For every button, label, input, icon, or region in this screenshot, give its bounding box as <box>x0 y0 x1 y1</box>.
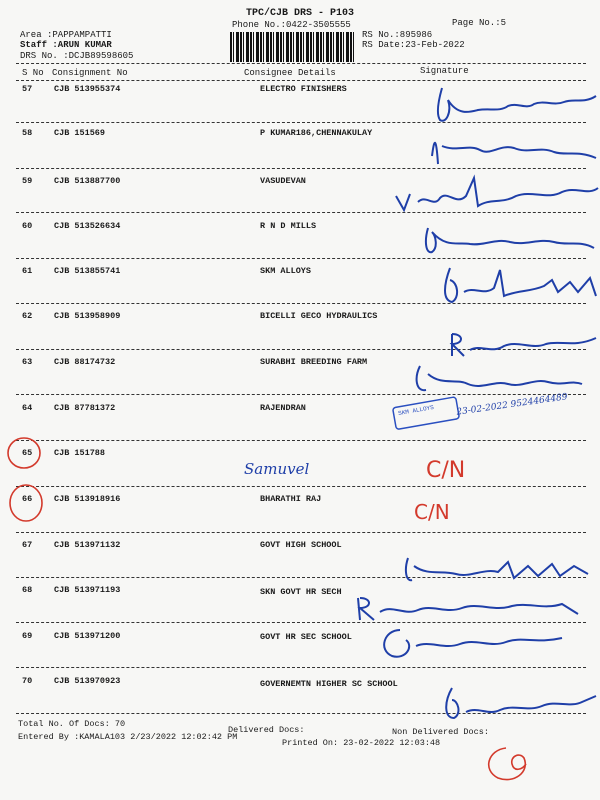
row-consignment: CJB 513955374 <box>54 84 121 94</box>
row-divider <box>16 440 586 441</box>
row-consignment: CJB 151788 <box>54 448 106 458</box>
rs-number: RS No.:895986 <box>362 30 433 40</box>
row-divider <box>16 486 586 487</box>
staff-label: Staff :ARUN KUMAR <box>20 40 112 50</box>
row-sno: 57 <box>22 84 33 94</box>
row-consignee: SKM ALLOYS <box>260 266 312 276</box>
row-consignee: GOVERNEMTN HIGHER SC SCHOOL <box>260 679 398 689</box>
row-consignment: CJB 513855741 <box>54 266 121 276</box>
row-consignee: SURABHI BREEDING FARM <box>260 357 368 367</box>
row-sno: 60 <box>22 221 33 231</box>
row-consignment: CJB 513970923 <box>54 676 121 686</box>
col-consignee: Consignee Details <box>244 68 336 78</box>
delivered-docs: Delivered Docs: <box>228 725 305 735</box>
row-consignment: CJB 151569 <box>54 128 106 138</box>
row-consignee: P KUMAR186,CHENNAKULAY <box>260 128 373 138</box>
row-consignee: SKN GOVT HR SECH <box>260 587 342 597</box>
total-docs: Total No. Of Docs: 70 <box>18 719 126 729</box>
row-consignee: R N D MILLS <box>260 221 317 231</box>
row-sno: 66 <box>22 494 33 504</box>
row-consignee: BHARATHI RAJ <box>260 494 322 504</box>
page-number: Page No.:5 <box>452 18 507 28</box>
row-consignee: ELECTRO FINISHERS <box>260 84 347 94</box>
row-sno: 64 <box>22 403 33 413</box>
row-divider <box>16 532 586 533</box>
note-64: 23-02-2022 9524464489 <box>455 392 569 418</box>
row-sno: 70 <box>22 676 33 686</box>
printed-on: Printed On: 23-02-2022 12:03:48 <box>282 738 441 748</box>
row-consignee: BICELLI GECO HYDRAULICS <box>260 311 378 321</box>
row-consignee: VASUDEVAN <box>260 176 306 186</box>
drs-title: TPC/CJB DRS - P103 <box>246 8 355 19</box>
entered-by: Entered By :KAMALA103 2/23/2022 12:02:42 PM <box>18 732 238 742</box>
row-consignment: CJB 513958909 <box>54 311 121 321</box>
row-sno: 58 <box>22 128 33 138</box>
row-consignment: CJB 513971132 <box>54 540 121 550</box>
column-divider <box>16 80 586 81</box>
barcode <box>230 32 354 62</box>
row-sno: 65 <box>22 448 33 458</box>
row-consignment: CJB 87781372 <box>54 403 116 413</box>
col-sno: S No <box>22 68 44 78</box>
stamp-64 <box>392 396 462 435</box>
signature-69 <box>372 620 566 669</box>
cn-mark-66: C/N <box>414 500 450 524</box>
signature-60 <box>418 218 598 267</box>
col-consignment: Consignment No <box>52 68 128 78</box>
row-sno: 69 <box>22 631 33 641</box>
row-consignment: CJB 513971200 <box>54 631 121 641</box>
rs-date: RS Date:23-Feb-2022 <box>362 40 465 50</box>
row-consignee: GOVT HIGH SCHOOL <box>260 540 342 550</box>
row-consignment: CJB 513971193 <box>54 585 121 595</box>
drs-number: DRS No. :DCJB89598605 <box>20 51 134 61</box>
cn-mark-65: C/N <box>426 458 466 483</box>
row-sno: 68 <box>22 585 33 595</box>
handwritten-name-65: Samuvel <box>244 460 310 478</box>
red-circle-65 <box>4 434 44 477</box>
signature-59 <box>392 168 600 223</box>
row-sno: 62 <box>22 311 33 321</box>
col-signature: Signature <box>420 66 469 76</box>
red-scribble-mark <box>476 744 536 789</box>
row-sno: 63 <box>22 357 33 367</box>
phone-number: Phone No.:0422-3505555 <box>232 20 351 30</box>
signature-70 <box>436 682 600 733</box>
row-consignment: CJB 513526634 <box>54 221 121 231</box>
row-consignment: CJB 88174732 <box>54 357 116 367</box>
row-sno: 61 <box>22 266 33 276</box>
signature-61 <box>434 262 600 315</box>
row-consignee: RAJENDRAN <box>260 403 306 413</box>
stamp-text: SKM ALLOYS <box>397 403 435 418</box>
row-consignment: CJB 513887700 <box>54 176 121 186</box>
red-circle-66 <box>6 482 46 529</box>
non-delivered-docs: Non Delivered Docs: <box>392 727 489 737</box>
area-label: Area :PAPPAMPATTI <box>20 30 112 40</box>
row-consignment: CJB 513918916 <box>54 494 121 504</box>
row-consignee: GOVT HR SEC SCHOOL <box>260 632 352 642</box>
row-sno: 67 <box>22 540 33 550</box>
signature-67 <box>398 552 598 595</box>
row-sno: 59 <box>22 176 33 186</box>
header-divider <box>16 63 586 64</box>
